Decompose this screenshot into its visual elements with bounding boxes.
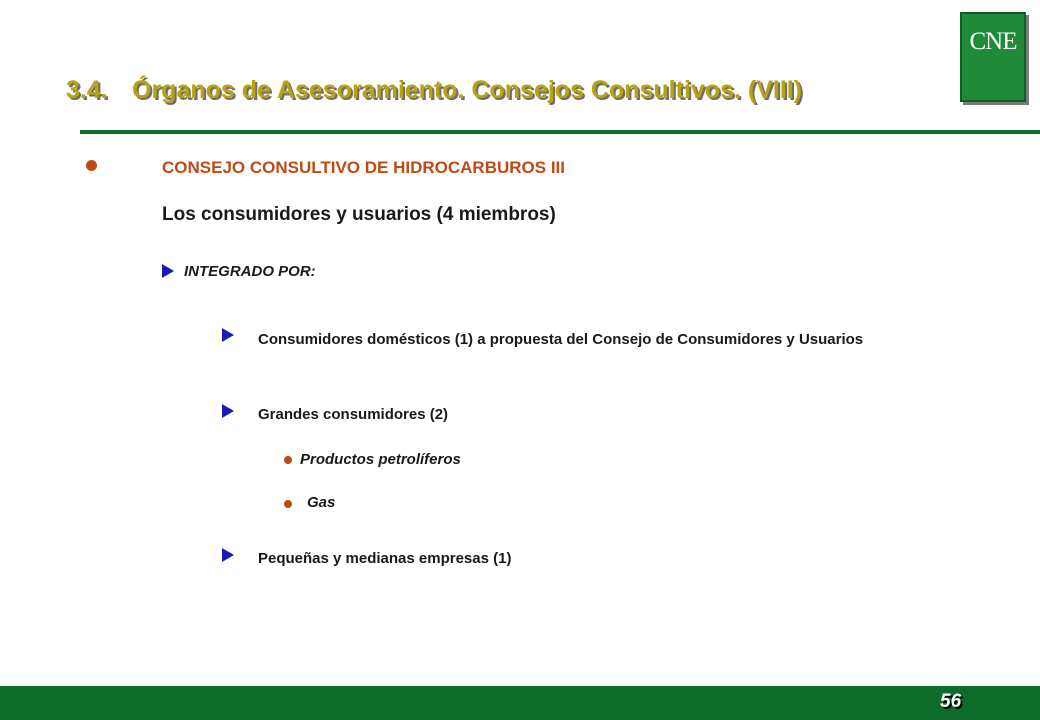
title-divider (80, 130, 1040, 134)
list-item-smes: Pequeñas y medianas empresas (1) (258, 550, 512, 567)
footer-bar (0, 686, 1040, 720)
cne-logo (960, 12, 1026, 102)
arrow-right-icon (222, 548, 234, 562)
slide-title (66, 76, 802, 105)
arrow-right-icon (222, 404, 234, 418)
arrow-right-icon (222, 328, 234, 342)
sub-item-gas: Gas (307, 494, 336, 511)
bullet-dot-icon (284, 500, 292, 508)
integrated-label: INTEGRADO POR: (184, 263, 316, 280)
list-item-large-consumers: Grandes consumidores (2) (258, 406, 449, 423)
page-number: 56 (940, 691, 962, 712)
sub-item-petroleum: Productos petrolíferos (300, 451, 461, 468)
list-item-domestic: Consumidores domésticos (1) a propuesta del Consejo de Consumidores y Usuarios (258, 331, 864, 348)
bullet-dot-icon (86, 160, 97, 171)
bullet-dot-icon (284, 456, 292, 464)
title-number: 3.4. (66, 76, 108, 104)
section-subheading: Los consumidores y usuarios (4 miembros) (162, 204, 556, 225)
title-text: Órganos de Asesoramiento. Consejos Consultivos. (VIII) (132, 76, 803, 104)
section-heading: CONSEJO CONSULTIVO DE HIDROCARBUROS III (162, 158, 565, 177)
logo-text: CNE (969, 28, 1017, 55)
arrow-right-icon (162, 264, 174, 278)
